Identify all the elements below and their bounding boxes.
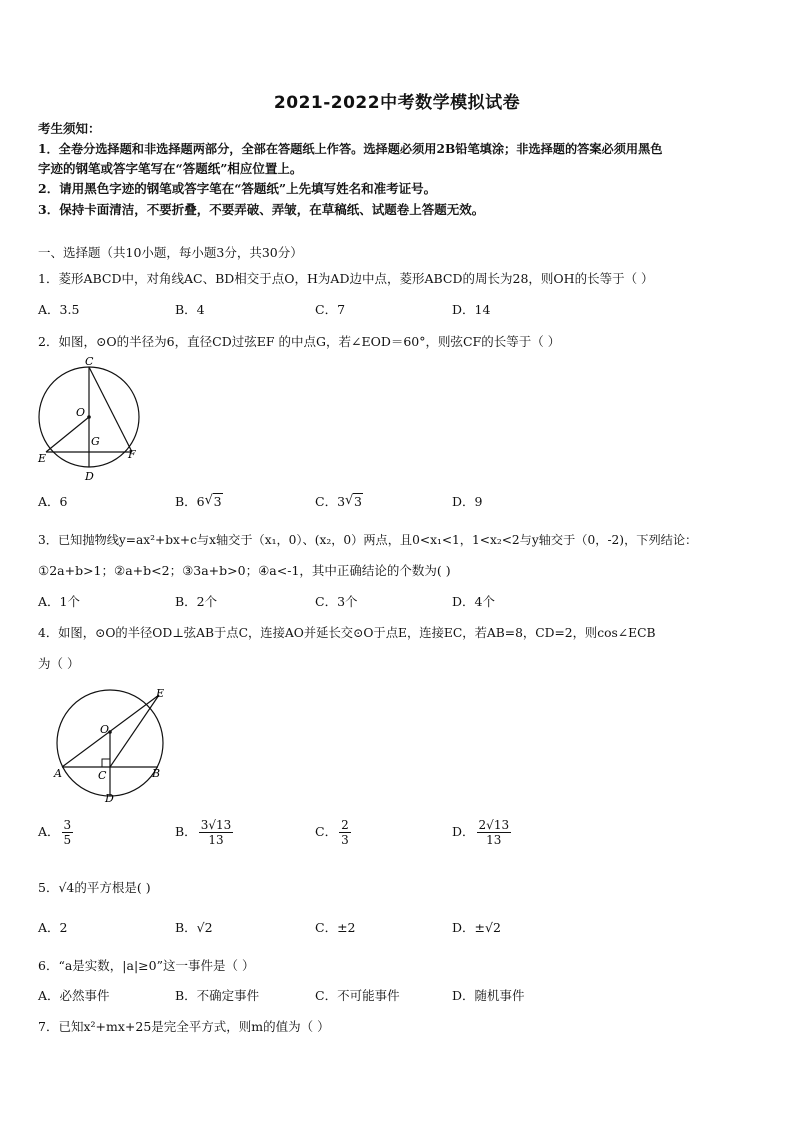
- q1-option-b[interactable]: B．4: [175, 302, 205, 317]
- fraction-numerator: 3√13: [200, 818, 232, 832]
- notice-item-1: 1．全卷分选择题和非选择题两部分，全部在答题纸上作答。选择题必须用2B铅笔填涂；非选择题的答案必须用黑色: [38, 142, 663, 156]
- q4-option-d-fraction: [477, 818, 512, 847]
- q4-circle-figure: [50, 685, 170, 805]
- question-3-stem-cont: ①2a+b>1；②a+b<2；③3a+b>0；④a<-1，其中正确结论的个数为( ): [38, 563, 451, 578]
- q6-option-c[interactable]: C．不可能事件: [315, 988, 400, 1003]
- q3-option-d[interactable]: D．4个: [452, 594, 495, 609]
- q4-option-c-fraction: [339, 818, 351, 847]
- q2-option-c[interactable]: [315, 494, 363, 510]
- q2-option-d[interactable]: D．9: [452, 494, 483, 509]
- q4-option-c[interactable]: [315, 818, 351, 847]
- q2-option-b-label: B．6: [175, 494, 205, 509]
- q1-option-d[interactable]: D．14: [452, 302, 491, 317]
- q4-option-b[interactable]: [175, 818, 233, 847]
- q4-option-a-label: A．: [38, 824, 60, 839]
- q2-circle-figure: [34, 354, 144, 484]
- fraction-denominator: 3: [341, 833, 349, 847]
- q4-option-d[interactable]: [452, 818, 511, 847]
- q4-label-c: C: [98, 769, 107, 782]
- sqrt-symbol: [345, 494, 363, 510]
- q2-label-c: C: [85, 355, 94, 368]
- q5-option-c[interactable]: C．±2: [315, 920, 356, 935]
- q6-option-b[interactable]: B．不确定事件: [175, 988, 260, 1003]
- q2-label-g: G: [91, 435, 100, 448]
- question-3-stem: 3．已知抛物线y=ax²+bx+c与x轴交于（x₁，0）、(x₂，0）两点，且0<x₁<1，1<x₂<2与y轴交于（0，-2)，下列结论：: [38, 533, 698, 547]
- q4-label-a: A: [54, 767, 62, 780]
- notice-item-1-cont: 字迹的钢笔或答字笔写在“答题纸”相应位置上。: [38, 161, 303, 176]
- notice-item-3: 3．保持卡面清洁，不要折叠，不要弄破、弄皱，在草稿纸、试题卷上答题无效。: [38, 202, 485, 217]
- q3-option-c[interactable]: C．3个: [315, 594, 358, 609]
- q4-option-d-label: D．: [452, 824, 475, 839]
- question-2-stem: 2．如图，⊙O的半径为6，直径CD过弦EF 的中点G，若∠EOD＝60°，则弦CF的长等于（ ）: [38, 334, 561, 349]
- fraction-denominator: 5: [63, 833, 72, 847]
- q4-label-e: E: [156, 687, 165, 700]
- question-4-stem: 4．如图，⊙O的半径OD⊥弦AB于点C，连接AO并延长交⊙O于点E，连接EC，若AB=8，CD=2，则cos∠ECB: [38, 626, 656, 640]
- q2-label-o: O: [76, 406, 86, 419]
- q5-option-d[interactable]: D．±√2: [452, 920, 501, 935]
- section-heading: 一、选择题（共10小题，每小题3分，共30分）: [38, 245, 303, 260]
- q2-label-f: F: [128, 448, 136, 461]
- q1-option-a[interactable]: A．3.5: [38, 302, 80, 317]
- q2-option-b[interactable]: [175, 494, 223, 510]
- fraction-denominator: 13: [208, 833, 224, 847]
- question-4-stem-cont: 为（ ）: [38, 656, 80, 671]
- question-5-stem: 5．√4的平方根是( ): [38, 880, 151, 895]
- q5-option-b[interactable]: B．√2: [175, 920, 213, 935]
- q4-label-b: B: [152, 767, 161, 780]
- q3-option-a[interactable]: A．1个: [38, 594, 80, 609]
- q3-option-b[interactable]: B．2个: [175, 594, 218, 609]
- q4-option-a[interactable]: [38, 818, 73, 847]
- q2-option-b-radicand: 3: [213, 494, 222, 509]
- fraction-numerator: 2√13: [478, 818, 510, 832]
- fraction-denominator: 13: [486, 833, 502, 847]
- q6-option-a[interactable]: A．必然事件: [38, 988, 110, 1003]
- q4-option-b-label: B．: [175, 824, 197, 839]
- q2-option-c-radicand: 3: [354, 494, 362, 509]
- q4-option-c-label: C．: [315, 824, 338, 839]
- q2-label-d: D: [85, 470, 94, 483]
- q4-label-d: D: [105, 792, 114, 805]
- q2-option-a[interactable]: A．6: [38, 494, 68, 509]
- notice-item-2: 2．请用黑色字迹的钢笔或答字笔在“答题纸”上先填写姓名和准考证号。: [38, 181, 437, 196]
- q6-option-d[interactable]: D．随机事件: [452, 988, 525, 1003]
- page-title: 2021-2022中考数学模拟试卷: [273, 93, 521, 113]
- notice-heading: 考生须知：: [38, 121, 101, 136]
- q5-option-a[interactable]: A．2: [38, 920, 68, 935]
- question-1-stem: 1．菱形ABCD中，对角线AC、BD相交于点O，H为AD边中点，菱形ABCD的周长为28，则OH的长等于（ ）: [38, 271, 654, 286]
- q2-option-c-label: C．3: [315, 494, 346, 509]
- q4-option-b-fraction: [199, 818, 234, 847]
- fraction-numerator: 2: [341, 818, 349, 832]
- q1-option-c[interactable]: C．7: [315, 302, 346, 317]
- q2-label-e: E: [38, 452, 47, 465]
- q4-label-o: O: [100, 723, 110, 736]
- sqrt-symbol: [205, 494, 223, 510]
- q4-option-a-fraction: [62, 818, 74, 847]
- fraction-numerator: 3: [63, 818, 72, 832]
- question-7-stem: 7．已知x²+mx+25是完全平方式，则m的值为（ ）: [38, 1019, 330, 1034]
- question-6-stem: 6．“a是实数，|a|≥0”这一事件是（ ）: [38, 958, 255, 973]
